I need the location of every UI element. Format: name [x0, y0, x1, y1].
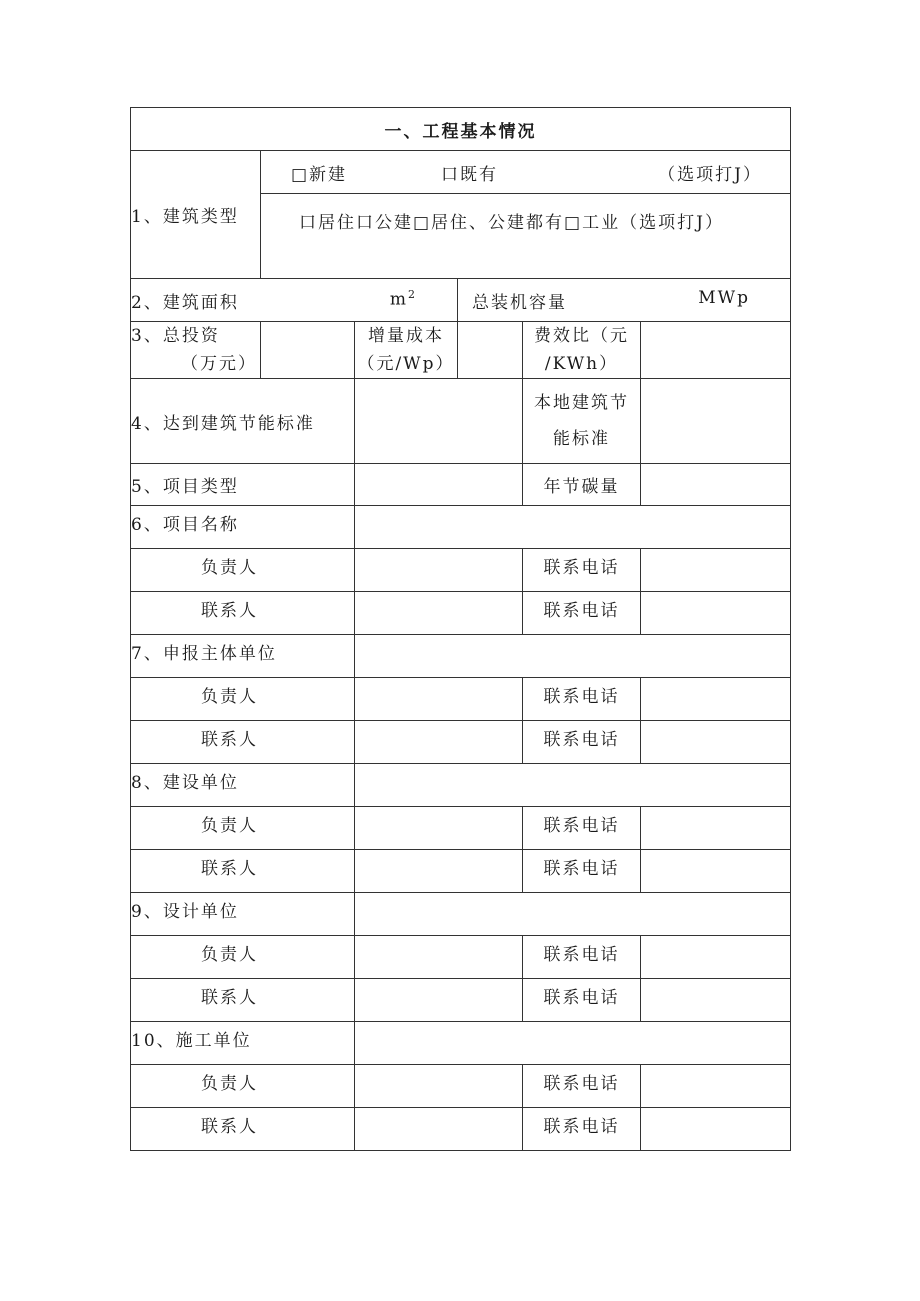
responsible-person-label: 负责人 [131, 549, 355, 592]
org-value[interactable] [355, 635, 791, 678]
carbon-value[interactable] [641, 464, 791, 506]
standard-value[interactable] [355, 379, 523, 464]
contact-person-value[interactable] [355, 850, 523, 893]
contact-person-value[interactable] [355, 1108, 523, 1151]
phone-label: 联系电话 [523, 807, 641, 850]
building-type-label: 1、建筑类型 [131, 151, 261, 279]
contact-person-label: 联系人 [131, 850, 355, 893]
capacity-cell [458, 279, 791, 322]
local-standard-label: 本地建筑节 能标准 [523, 379, 641, 464]
phone-value[interactable] [641, 936, 791, 979]
investment-value[interactable] [261, 322, 355, 379]
contact-person-label: 联系人 [131, 721, 355, 764]
responsible-person-value[interactable] [355, 807, 523, 850]
contact-person-value[interactable] [355, 592, 523, 635]
contact-person-label: 联系人 [131, 592, 355, 635]
phone-label: 联系电话 [523, 979, 641, 1022]
project-type-label: 5、项目类型 [131, 464, 355, 506]
phone-value[interactable] [641, 721, 791, 764]
cost-ratio-value[interactable] [641, 322, 791, 379]
responsible-person-label: 负责人 [131, 807, 355, 850]
phone-label: 联系电话 [523, 850, 641, 893]
responsible-person-value[interactable] [355, 936, 523, 979]
incremental-cost-label: 增量成本 （元/Wp） [355, 322, 458, 379]
responsible-person-value[interactable] [355, 549, 523, 592]
phone-label: 联系电话 [523, 678, 641, 721]
building-use-text[interactable]: 口居住口公建□居住、公建都有□工业（选项打J） [299, 213, 724, 233]
responsible-person-value[interactable] [355, 678, 523, 721]
existing-option[interactable]: 口既有 [441, 164, 498, 185]
phone-value[interactable] [641, 592, 791, 635]
org-label: 9、设计单位 [131, 893, 355, 936]
org-label: 7、申报主体单位 [131, 635, 355, 678]
org-value[interactable] [355, 1022, 791, 1065]
section-title: 一、工程基本情况 [131, 108, 791, 151]
phone-label: 联系电话 [523, 549, 641, 592]
phone-value[interactable] [641, 678, 791, 721]
org-label: 8、建设单位 [131, 764, 355, 807]
carbon-label: 年节碳量 [523, 464, 641, 506]
phone-label: 联系电话 [523, 721, 641, 764]
org-value[interactable] [355, 506, 791, 549]
area-label: 2、建筑面积 [131, 292, 239, 313]
phone-label: 联系电话 [523, 936, 641, 979]
building-type-new-existing [261, 151, 791, 194]
capacity-unit: MWp [698, 287, 750, 308]
phone-value[interactable] [641, 1065, 791, 1108]
new-option[interactable]: □新建 [291, 164, 348, 185]
responsible-person-label: 负责人 [131, 678, 355, 721]
select-note: （选项打J） [658, 164, 762, 185]
capacity-label: 总装机容量 [472, 292, 567, 313]
phone-value[interactable] [641, 979, 791, 1022]
contact-person-value[interactable] [355, 979, 523, 1022]
standard-label: 4、达到建筑节能标准 [131, 379, 355, 464]
local-standard-value[interactable] [641, 379, 791, 464]
area-unit: $m^2$ [389, 287, 417, 310]
responsible-person-value[interactable] [355, 1065, 523, 1108]
incremental-cost-value[interactable] [458, 322, 523, 379]
phone-value[interactable] [641, 850, 791, 893]
responsible-person-label: 负责人 [131, 936, 355, 979]
building-use-options [261, 194, 791, 279]
org-value[interactable] [355, 764, 791, 807]
phone-value[interactable] [641, 549, 791, 592]
phone-label: 联系电话 [523, 1065, 641, 1108]
contact-person-value[interactable] [355, 721, 523, 764]
org-label: 6、项目名称 [131, 506, 355, 549]
org-label: 10、施工单位 [131, 1022, 355, 1065]
org-value[interactable] [355, 893, 791, 936]
phone-label: 联系电话 [523, 1108, 641, 1151]
responsible-person-label: 负责人 [131, 1065, 355, 1108]
phone-value[interactable] [641, 807, 791, 850]
contact-person-label: 联系人 [131, 979, 355, 1022]
investment-label: 3、总投资 （万元） [131, 322, 261, 379]
project-info-table [130, 107, 791, 1151]
phone-label: 联系电话 [523, 592, 641, 635]
contact-person-label: 联系人 [131, 1108, 355, 1151]
cost-ratio-label: 费效比（元 /KWh） [523, 322, 641, 379]
project-type-value[interactable] [355, 464, 523, 506]
area-cell [131, 279, 458, 322]
phone-value[interactable] [641, 1108, 791, 1151]
